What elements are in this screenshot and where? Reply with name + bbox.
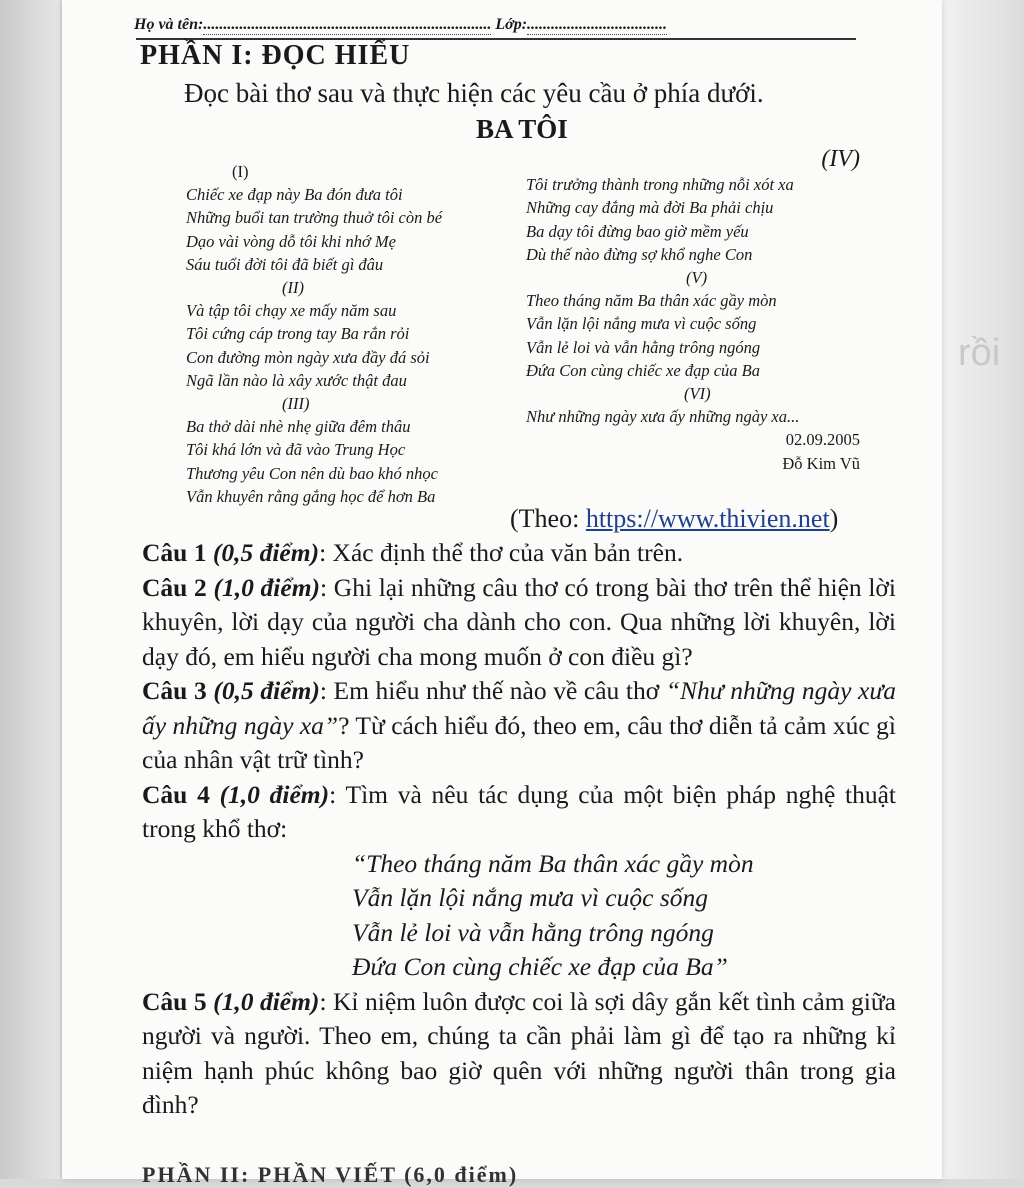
background-left-edge: [0, 0, 60, 1179]
poem-line: Theo tháng năm Ba thân xác gầy mòn: [526, 291, 777, 311]
question-label: Câu 4 (1,0 điểm): [142, 779, 330, 809]
stanza-line: Vẫn lặn lội nắng mưa vì cuộc sống: [352, 883, 708, 912]
part-2-heading-cutoff: PHẦN II: PHẦN VIẾT (6,0 điểm): [142, 1162, 519, 1187]
student-info-header: [134, 16, 667, 35]
poem-line: Những buổi tan trường thuở tôi còn bé: [186, 208, 443, 228]
stanza-label-6: (VI): [684, 384, 711, 404]
poem-line: Chiếc xe đạp này Ba đón đưa tôi: [186, 185, 403, 205]
part-title: PHẦN I: ĐỌC HIỂU: [140, 40, 411, 71]
question-text: : Em hiểu như thế nào về câu thơ: [319, 676, 666, 705]
stanza-label-2: (II): [282, 278, 304, 298]
stanza-line: Vẫn lẻ loi và vẫn hằng trông ngóng: [352, 917, 714, 947]
poem-line: Con đường mòn ngày xưa đầy đá sỏi: [186, 347, 430, 367]
source-prefix: (Theo:: [510, 504, 586, 533]
question-label: Câu 3 (0,5 điểm): [142, 676, 320, 705]
name-blank: ........................................................................: [203, 16, 492, 33]
question-text: : Kỉ niệm luôn được coi là sợi dây gắn kết tình cảm giữa người và người. Theo em, chúng ta cần phải làm gì để tạo ra những kỉ niệm hạnh phúc không bao giờ quên với những người thân trong gia đình?: [142, 986, 897, 1119]
poem-line: Sáu tuổi đời tôi đã biết gì đâu: [186, 254, 384, 274]
poem-line: Như những ngày xưa ấy những ngày xa...: [526, 407, 800, 427]
poem-author: Đỗ Kim Vũ: [782, 453, 860, 473]
poem-line: Vẫn khuyên rằng gắng học để hơn Ba: [186, 486, 436, 506]
poem-line: Vẫn lặn lội nắng mưa vì cuộc sống: [526, 314, 757, 334]
question-1: [142, 536, 896, 571]
question-text: : Xác định thể thơ của văn bản trên.: [319, 538, 684, 567]
stanza-line: Đứa Con cùng chiếc xe đạp của Ba”: [352, 952, 728, 981]
poem-line: Và tập tôi chạy xe mấy năm sau: [186, 301, 397, 321]
poem-line: Đứa Con cùng chiếc xe đạp của Ba: [526, 360, 760, 380]
stanza-label-4: (IV): [821, 146, 860, 172]
question-4: [142, 778, 896, 847]
stanza-label-5: (V): [686, 268, 708, 288]
source-suffix: ): [829, 504, 839, 533]
question-text: ? Từ cách hiểu đó, theo em, câu thơ diễn tả cảm xúc gì của nhân vật trữ tình?: [142, 710, 896, 774]
class-blank: ...................................: [527, 16, 668, 33]
poem-line: Ba dạy tôi đừng bao giờ mềm yếu: [526, 221, 749, 241]
poem-line: Tôi khá lớn và đã vào Trung Học: [186, 440, 406, 460]
poem-line: Tôi trưởng thành trong những nỗi xót xa: [526, 175, 794, 195]
poem-title: BA TÔI: [476, 114, 568, 144]
poem-line: Tôi cứng cáp trong tay Ba rắn rỏi: [186, 324, 410, 344]
document-page: [62, 0, 942, 1187]
poem-column-left: [186, 160, 526, 508]
poem-line: Ba thở dài nhè nhẹ giữa đêm thâu: [186, 417, 411, 437]
poem-line: Dạo vài vòng dỗ tôi khi nhớ Mẹ: [186, 231, 396, 251]
source-link[interactable]: https://www.thivien.net: [585, 504, 830, 533]
stanza-line: “Theo tháng năm Ba thân xác gầy mòn: [352, 848, 754, 878]
source-citation: [510, 504, 838, 534]
question-5: [142, 985, 896, 1123]
question-label: Câu 5 (1,0 điểm): [142, 986, 320, 1016]
question-text: : Tìm và nêu tác dụng của một biện pháp nghệ thuật trong khổ thơ:: [142, 779, 896, 843]
background-right-edge: [934, 0, 1024, 1179]
stanza-label-3: (III): [282, 394, 310, 414]
poem-line: Ngã lần nào là xây xước thật đau: [186, 370, 407, 390]
poem-date: 02.09.2005: [785, 430, 860, 450]
poem-line: Vẫn lẻ loi và vẫn hằng trông ngóng: [526, 337, 761, 357]
name-label: Họ và tên:: [134, 16, 204, 33]
question-2: [142, 571, 896, 675]
questions-section: [142, 536, 896, 1123]
question-text: : Ghi lại những câu thơ có trong bài thơ trên thể hiện lời khuyên, lời dạy của người cha dành cho con. Qua những lời khuyên, lời dạy đó, em hiểu người cha mong muốn ở con điều gì?: [142, 572, 896, 671]
poem-line: Những cay đắng mà đời Ba phải chịu: [526, 198, 774, 218]
question-label: Câu 2 (1,0 điểm): [142, 572, 321, 602]
question-label: Câu 1 (0,5 điểm): [142, 538, 320, 567]
stanza-label-1: (I): [232, 162, 249, 181]
background-ghost-text: rồi: [958, 332, 1001, 374]
poem-column-right: [526, 148, 866, 475]
question-quote: “Như những ngày xưa ấy những ngày xa”: [142, 676, 896, 740]
instruction: Đọc bài thơ sau và thực hiện các yêu cầu ở phía dưới.: [184, 78, 764, 108]
quoted-stanza: [142, 847, 896, 985]
poem-line: Thương yêu Con nên dù bao khó nhọc: [186, 463, 438, 483]
question-3: [142, 674, 896, 778]
class-label: Lớp:: [495, 16, 528, 33]
poem-line: Dù thế nào đừng sợ khổ nghe Con: [526, 244, 753, 264]
